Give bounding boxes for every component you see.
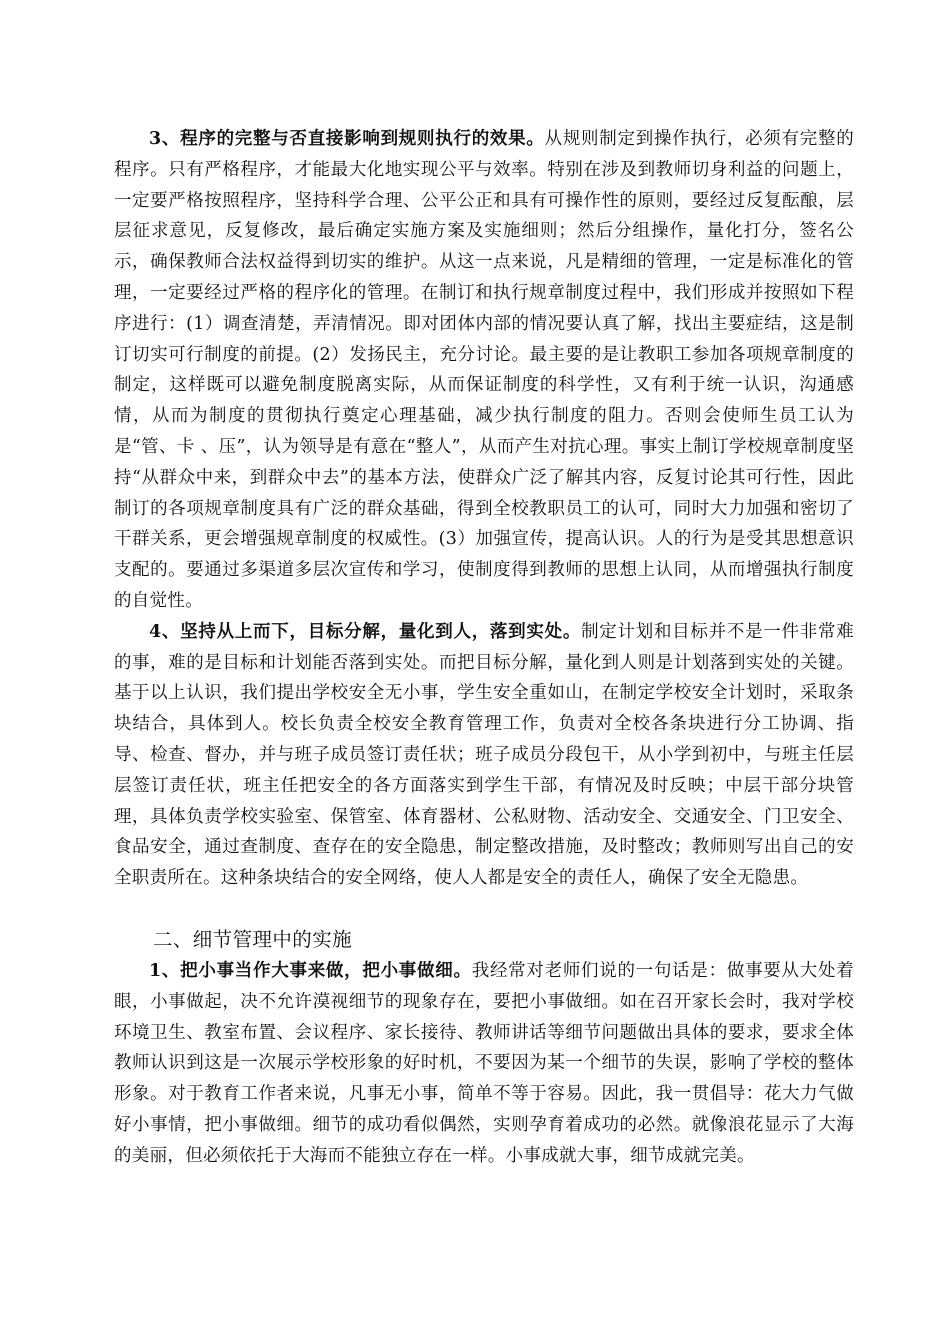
paragraph-item-1: [114, 956, 854, 1172]
paragraph-body-1: 我经常对老师们说的一句话是：做事要从大处着眼，小事做起，决不允许漠视细节的现象存在，要把小事做细。如在召开家长会时，我对学校环境卫生、教室布置、会议程序、家长接待、教师讲话等细节问题做出具体的要求，要求全体教师认识到这是一次展示学校形象的好时机，不要因为某一个细节的失误，影响了学校的整体形象。对于教育工作者来说，凡事无小事，简单不等于容易。因此，我一贯倡导：花大力气做好小事情，把小事做细。细节的成功看似偶然，实则孕育着成功的必然。就像浪花显示了大海的美丽，但必须依托于大海而不能独立存在一样。小事成就大事，细节成就完美。: [114, 960, 854, 1166]
paragraph-lead-4: 4、坚持从上而下，目标分解，量化到人，落到实处。: [149, 621, 582, 642]
paragraph-lead-3: 3、程序的完整与否直接影响到规则执行的效果。: [149, 129, 545, 149]
paragraph-item-4: [114, 617, 854, 894]
paragraph-body-3: 从规则制定到操作执行，必须有完整的程序。只有严格程序，才能最大化地实现公平与效率。特别在涉及到教师切身利益的问题上，一定要严格按照程序，坚持科学合理、公平公正和具有可操作性的原则，要经过反复酝酿，层层征求意见，反复修改，最后确定实施方案及实施细则；然后分组操作，量化打分，签名公示，确保教师合法权益得到切实的维护。从这一点来说，凡是精细的管理，一定是标准化的管理，一定要经过严格的程序化的管理。在制订和执行规章制度过程中，我们形成并按照如下程序进行：(1）调查清楚，弄清情况。即对团体内部的情况要认真了解，找出主要症结，这是制订切实可行制度的前提。(2）发扬民主，充分讨论。最主要的是让教职工参加各项规章制度的制定，这样既可以避免制度脱离实际，从而保证制度的科学性，又有利于统一认识，沟通感情，从而为制度的贯彻执行奠定心理基础，减少执行制度的阻力。否则会使师生员工认为是“管、卡 、压”，认为领导是有意在“整人”，从而产生对抗心理。事实上制订学校规章制度坚持“从群众中来，到群众中去”的基本方法，使群众广泛了解其内容，反复讨论其可行性，因此制订的各项规章制度具有广泛的群众基础，得到全校教职员工的认可，同时大力加强和密切了干群关系，更会增强规章制度的权威性。(3）加强宣传，提高认识。人的行为是受其思想意识支配的。要通过多渠道多层次宣传和学习，使制度得到教师的思想上认同，从而增强执行制度的自觉性。: [114, 129, 854, 611]
paragraph-body-4: 制定计划和目标并不是一件非常难的事，难的是目标和计划能否落到实处。而把目标分解，量化到人则是计划落到实处的关键。基于以上认识，我们提出学校安全无小事，学生安全重如山，在制定学校安全计划时，采取条块结合，具体到人。校长负责全校安全教育管理工作，负责对全校各条块进行分工协调、指导、检查、督办，并与班子成员签订责任状；班子成员分段包干，从小学到初中，与班主任层层签订责任状，班主任把安全的各方面落实到学生干部，有情况及时反映；中层干部分块管理，具体负责学校实验室、保管室、体育器材、公私财物、活动安全、交通安全、门卫安全、食品安全，通过查制度、查存在的安全隐患，制定整改措施，及时整改；教师则写出自己的安全职责所在。这种条块结合的安全网络，使人人都是安全的责任人，确保了安全无隐患。: [114, 621, 855, 889]
section-heading-2: 二、细节管理中的实施: [153, 927, 353, 951]
paragraph-item-3: [114, 124, 854, 617]
document-body: [114, 124, 854, 1172]
paragraph-lead-1: 1、把小事当作大事来做，把小事做细。: [149, 960, 472, 981]
